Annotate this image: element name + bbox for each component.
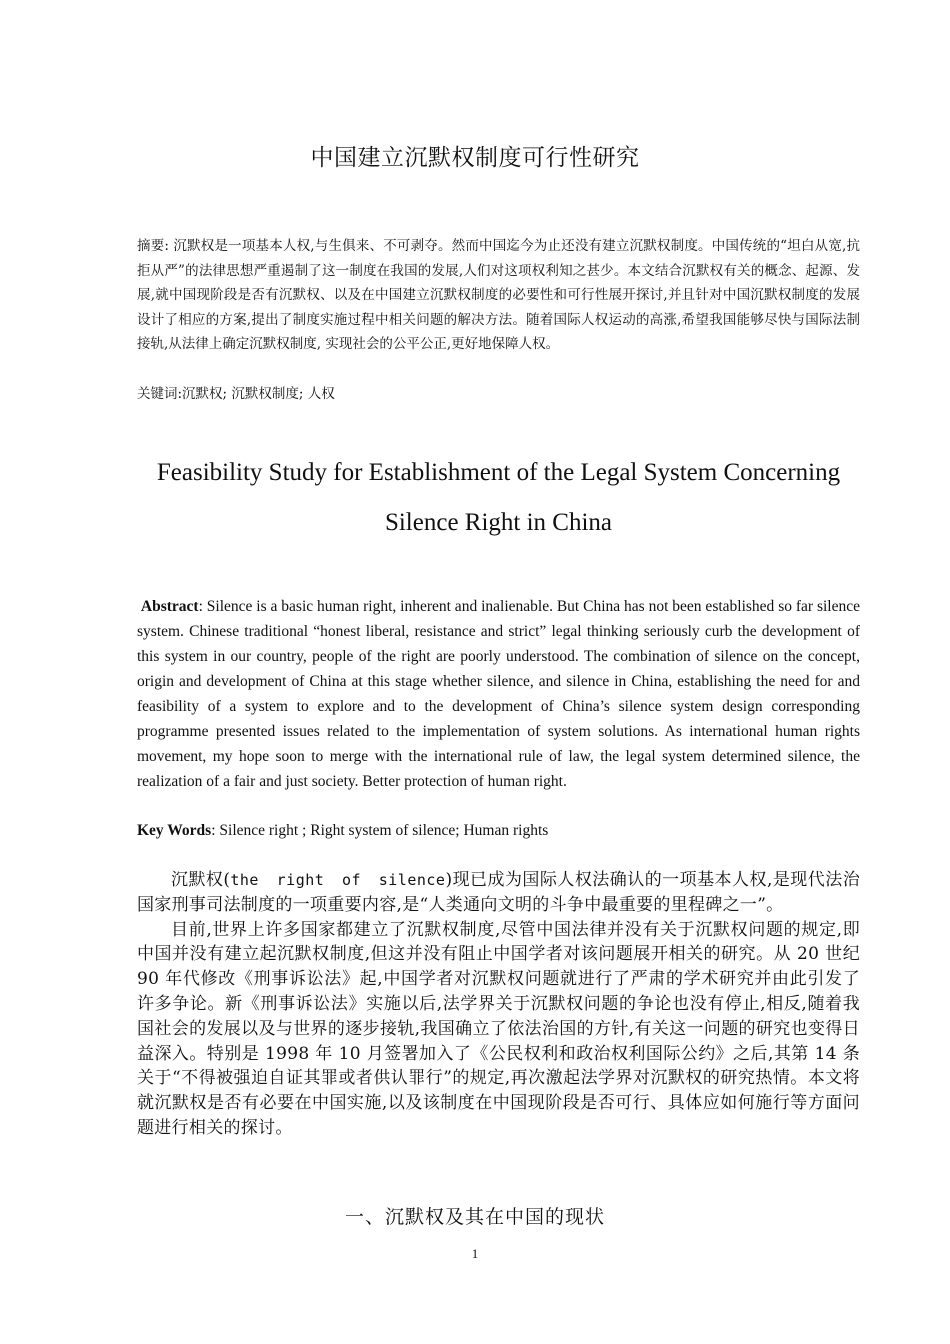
paragraph-1-english-term: the right of silence [230, 871, 446, 889]
chinese-keywords [137, 384, 860, 404]
paragraph-2: 目前,世界上许多国家都建立了沉默权制度,尽管中国法律并没有关于沉默权问题的规定,即中国并没有建立起沉默权制度,但这并没有阻止中国学者对该问题展开相关的研究。从 20 世纪 90 年代修改《刑事诉讼法》起,中国学者对沉默权问题就进行了严肃的学术研究并由此引发了许多争论。新《刑事诉讼法》实施以后,法学界关于沉默权问题的争论也没有停止,相反,随着我国社会的发展以及与世界的逐步接轨,我国确立了依法治国的方针,有关这一问题的研究也变得日益深入。特别是 1998 年 10 月签署加入了《公民权利和政治权利国际公约》之后,其第 14 条关于“不得被强迫自证其罪或者供认罪行”的规定,再次激起法学界对沉默权的研究热情。本文将就沉默权是否有必要在中国实施,以及该制度在中国现阶段是否可行、具体应如何施行等方面问题进行相关的探讨。 [137, 919, 860, 1138]
chinese-keywords-text: :沉默权; 沉默权制度; 人权 [177, 386, 335, 402]
chinese-abstract-label: 摘要 [137, 238, 165, 254]
english-title [137, 448, 860, 548]
chinese-abstract-text: : 沉默权是一项基本人权,与生俱来、不可剥夺。然而中国迄今为止还没有建立沉默权制度。中国传统的“坦白从宽,抗拒从严”的法律思想严重遏制了这一制度在我国的发展,人们对这项权利知之甚少。本文结合沉默权有关的概念、起源、发展,就中国现阶段是否有沉默权、以及在中国建立沉默权制度的必要性和可行性展开探讨,并且针对中国沉默权制度的发展设计了相应的方案,提出了制度实施过程中相关问题的解决方法。随着国际人权运动的高涨,希望我国能够尽快与国际法制接轨,从法律上确定沉默权制度, 实现社会的公平公正,更好地保障人权。 [137, 238, 861, 352]
chinese-abstract [137, 234, 860, 357]
paragraph-1-part-a: 沉默权( [171, 870, 231, 890]
english-keywords-label: Key Words [137, 822, 212, 839]
english-abstract-label: Abstract [140, 598, 199, 615]
english-abstract [137, 594, 860, 794]
english-keywords [137, 819, 860, 843]
chinese-keywords-label: 关键词 [137, 386, 178, 402]
english-abstract-text: : Silence is a basic human right, inherent and inalienable. But China has not been established so far silence system. Chinese traditional “honest liberal, resistance and strict” legal thinking seriously curb the development of this system in our country, people of the right are poorly understood. The combination of silence on the concept, origin and development of China at this stage whether silence, and silence in China, establishing the need for and feasibility of a system to explore and to the development of China’s silence system design corresponding programme presented issues related to the implementation of system solutions. As international human rights movement, my hope soon to merge with the international rule of law, the legal system determined silence, the realization of a fair and just society. Better protection of human right. [137, 598, 860, 790]
english-title-line-2: Silence Right in China [384, 509, 613, 536]
page-number: 1 [471, 1246, 479, 1261]
section-heading: 一、沉默权及其在中国的现状 [344, 1206, 605, 1228]
paragraph-1-part-b: )现已成为国际人权法确认的一项基本人权,是现代法治国家刑事司法制度的一项重要内容,是“人类通向文明的斗争中最重要的里程碑之一”。 [137, 870, 860, 915]
english-keywords-text: : Silence right ; Right system of silence; Human rights [211, 822, 549, 839]
chinese-title: 中国建立沉默权制度可行性研究 [310, 145, 640, 171]
paragraph-1 [137, 868, 860, 918]
body-text [137, 868, 860, 1141]
english-title-line-1: Feasibility Study for Establishment of the Legal System Concerning [156, 459, 841, 486]
